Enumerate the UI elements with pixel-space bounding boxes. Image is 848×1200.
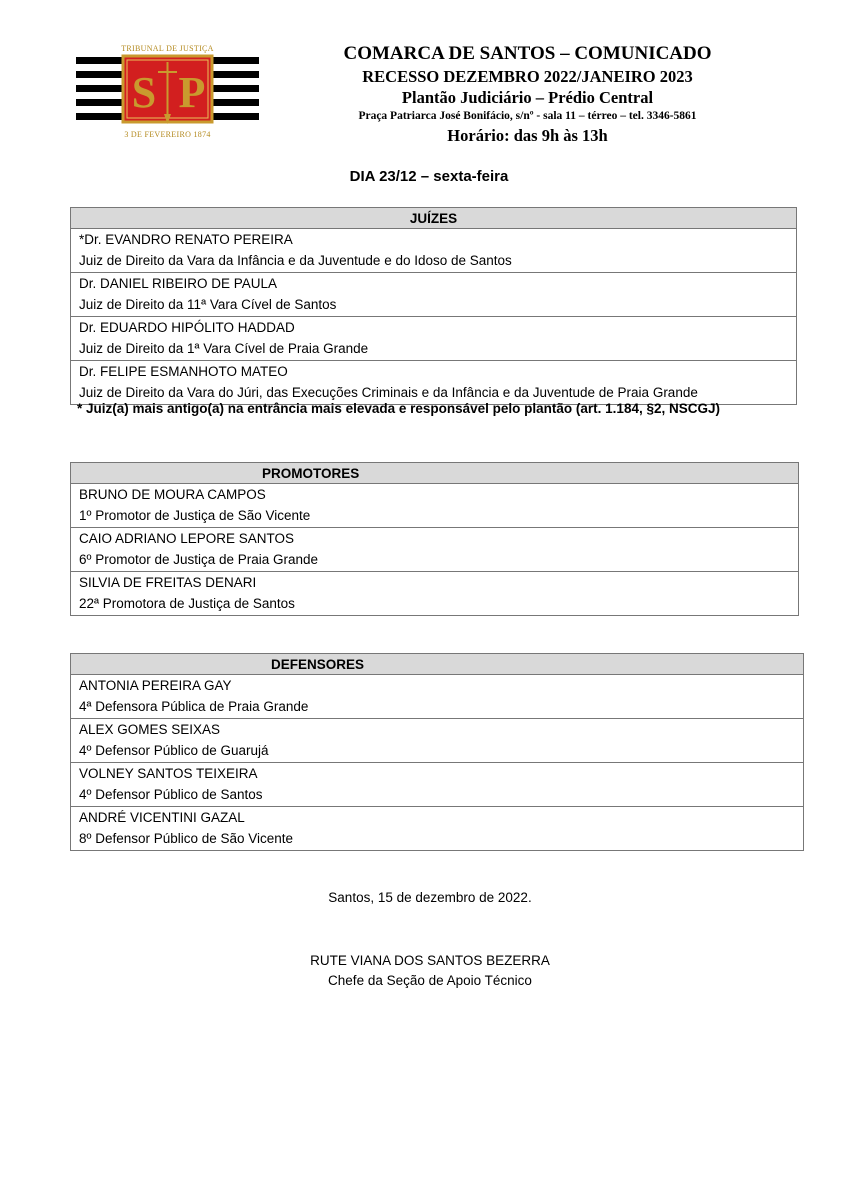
prosecutors-heading: PROMOTORES <box>71 463 799 484</box>
judges-footnote: * Juiz(a) mais antigo(a) na entrância mais elevada e responsável pelo plantão (art. 1.184, §2, NSCGJ) <box>77 401 720 416</box>
table-row <box>71 317 797 361</box>
table-row <box>71 528 799 572</box>
header-address: Praça Patriarca José Bonifácio, s/nº - sala 11 – térreo – tel. 3346-5861 <box>358 110 697 122</box>
table-row <box>71 807 804 851</box>
judge-role: Juiz de Direito da 11ª Vara Cível de Santos <box>79 296 337 312</box>
prosecutor-role: 6º Promotor de Justiça de Praia Grande <box>79 551 319 567</box>
judge-name: *Dr. EVANDRO RENATO PEREIRA <box>79 232 293 247</box>
header-hours: Horário: das 9h às 13h <box>447 126 608 145</box>
signatory-role: Chefe da Seção de Apoio Técnico <box>328 973 532 988</box>
table-row <box>71 572 799 616</box>
defender-role: 4ª Defensora Pública de Praia Grande <box>79 698 309 714</box>
judge-name: Dr. FELIPE ESMANHOTO MATEO <box>79 364 288 379</box>
defenders-table <box>70 653 804 851</box>
logo-letter-p: P <box>178 68 206 117</box>
table-row <box>71 763 804 807</box>
day-title-text: DIA 23/12 – sexta-feira <box>349 168 509 185</box>
prosecutor-role: 1º Promotor de Justiça de São Vicente <box>79 507 311 523</box>
defender-name: ALEX GOMES SEIXAS <box>79 722 221 737</box>
table-row <box>71 273 797 317</box>
judge-role: Juiz de Direito da Vara da Infância e da Juventude e do Idoso de Santos <box>79 252 512 268</box>
prosecutor-name: SILVIA DE FREITAS DENARI <box>79 575 257 590</box>
defender-role: 8º Defensor Público de São Vicente <box>79 830 294 846</box>
prosecutors-table <box>70 462 799 616</box>
signatory-name: RUTE VIANA DOS SANTOS BEZERRA <box>310 953 550 968</box>
judges-heading: JUÍZES <box>71 208 797 229</box>
document-header <box>295 42 760 146</box>
table-row <box>71 719 804 763</box>
table-row <box>71 675 804 719</box>
defender-name: VOLNEY SANTOS TEIXEIRA <box>79 766 258 781</box>
judge-role: Juiz de Direito da 1ª Vara Cível de Praia Grande <box>79 340 369 356</box>
header-location: Plantão Judiciário – Prédio Central <box>401 88 654 107</box>
header-title: COMARCA DE SANTOS – COMUNICADO <box>343 43 712 64</box>
header-subtitle: RECESSO DEZEMBRO 2022/JANEIRO 2023 <box>362 67 693 86</box>
date-line: Santos, 15 de dezembro de 2022. <box>328 890 532 905</box>
judge-role: Juiz de Direito da Vara do Júri, das Execuções Criminais e da Infância e da Juventude de Praia Grande <box>79 384 698 400</box>
defender-name: ANTONIA PEREIRA GAY <box>79 678 232 693</box>
defender-name: ANDRÉ VICENTINI GAZAL <box>79 810 245 825</box>
logo-letter-s: S <box>131 68 157 117</box>
defenders-heading: DEFENSORES <box>71 654 804 675</box>
table-row <box>71 484 799 528</box>
day-title <box>0 168 848 185</box>
prosecutor-role: 22ª Promotora de Justiça de Santos <box>79 595 295 611</box>
judge-name: Dr. EDUARDO HIPÓLITO HADDAD <box>79 320 295 335</box>
judge-name: Dr. DANIEL RIBEIRO DE PAULA <box>79 276 278 291</box>
logo-bottom-text: 3 DE FEVEREIRO 1874 <box>124 130 211 139</box>
tribunal-logo <box>76 42 259 142</box>
logo-top-text: TRIBUNAL DE JUSTIÇA <box>121 44 214 53</box>
defender-role: 4º Defensor Público de Guarujá <box>79 742 269 758</box>
table-row <box>71 229 797 273</box>
prosecutor-name: BRUNO DE MOURA CAMPOS <box>79 487 266 502</box>
defender-role: 4º Defensor Público de Santos <box>79 786 263 802</box>
prosecutor-name: CAIO ADRIANO LEPORE SANTOS <box>79 531 295 546</box>
table-row <box>71 361 797 405</box>
judges-table <box>70 207 797 405</box>
shield-emblem-icon <box>114 52 221 128</box>
